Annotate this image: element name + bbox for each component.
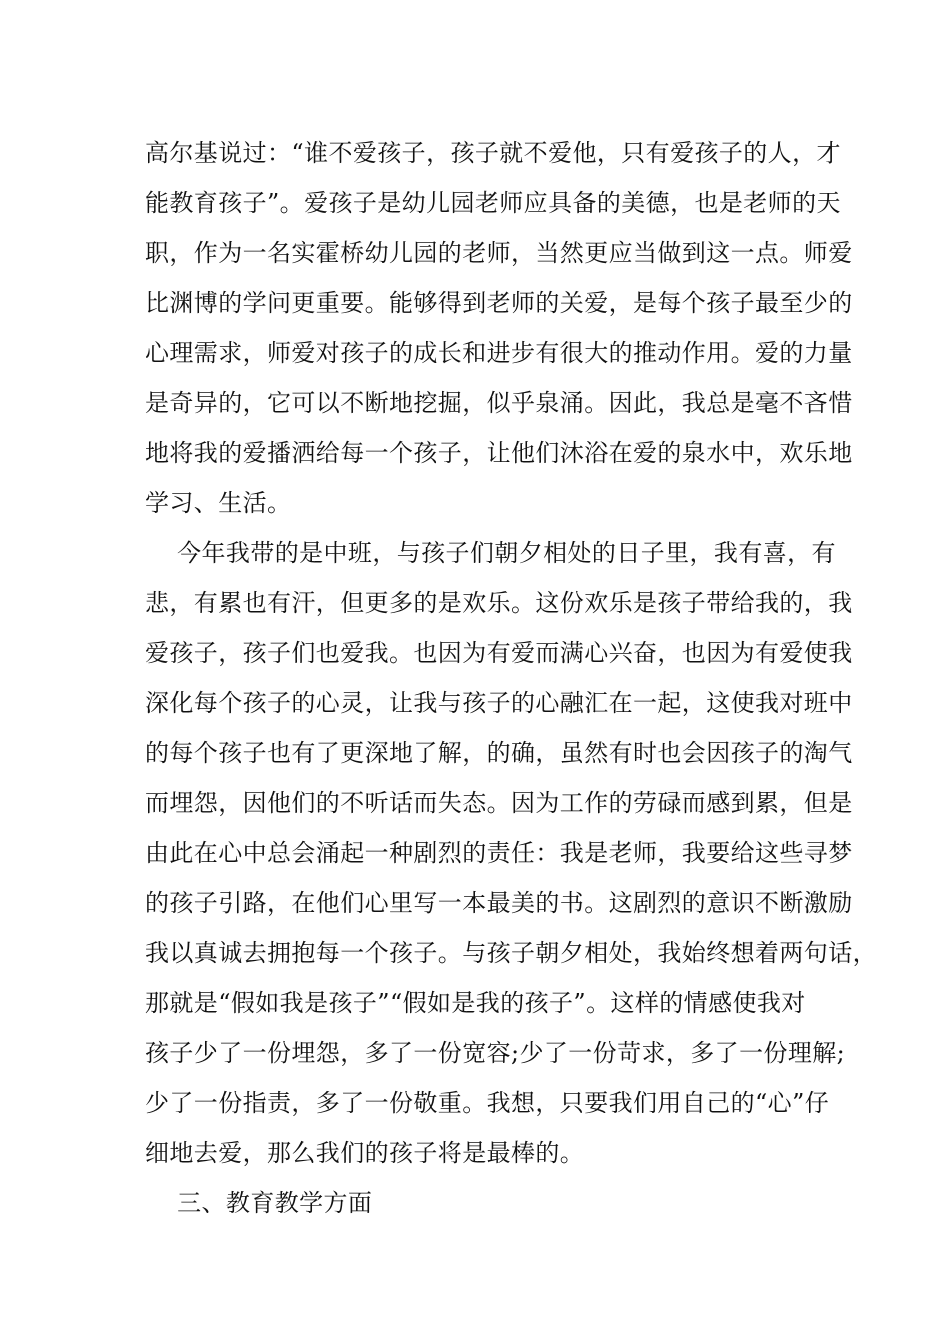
- text-line: 而埋怨，因他们的不听话而失态。因为工作的劳碌而感到累，但是: [145, 789, 853, 817]
- text-line: 比渊博的学问更重要。能够得到老师的关爱，是每个孩子最至少的: [145, 289, 853, 317]
- text-line: 的孩子引路，在他们心里写一本最美的书。这剧烈的意识不断激励: [145, 889, 853, 917]
- text-line: 爱孩子，孩子们也爱我。也因为有爱而满心兴奋，也因为有爱使我: [145, 639, 853, 667]
- text-line: 今年我带的是中班，与孩子们朝夕相处的日子里，我有喜，有: [145, 539, 836, 567]
- text-line: 由此在心中总会涌起一种剧烈的责任：我是老师，我要给这些寻梦: [145, 839, 853, 867]
- text-line: 悲，有累也有汗，但更多的是欢乐。这份欢乐是孩子带给我的，我: [145, 589, 853, 617]
- text-line: 少了一份指责，多了一份敬重。我想，只要我们用自己的“心”仔: [145, 1089, 830, 1117]
- text-line: 心理需求，师爱对孩子的成长和进步有很大的推动作用。爱的力量: [145, 339, 853, 367]
- text-line: 能教育孩子”。爱孩子是幼儿园老师应具备的美德，也是老师的天: [145, 189, 841, 217]
- text-line: 细地去爱，那么我们的孩子将是最棒的。: [145, 1139, 585, 1167]
- text-line: 那就是“假如我是孩子”“假如是我的孩子”。这样的情感使我对: [145, 989, 806, 1017]
- text-line: 学习、生活。: [145, 489, 292, 517]
- text-line: 地将我的爱播洒给每一个孩子，让他们沐浴在爱的泉水中，欢乐地: [145, 439, 853, 467]
- section-heading: 三、教育教学方面: [145, 1189, 373, 1217]
- text-line: 高尔基说过：“谁不爱孩子，孩子就不爱他，只有爱孩子的人，才: [145, 139, 841, 167]
- text-line: 的每个孩子也有了更深地了解，的确，虽然有时也会因孩子的淘气: [145, 739, 853, 767]
- text-line: 深化每个孩子的心灵，让我与孩子的心融汇在一起，这使我对班中: [145, 689, 853, 717]
- text-line: 职，作为一名实霍桥幼儿园的老师，当然更应当做到这一点。师爱: [145, 239, 853, 267]
- text-line: 孩子少了一份埋怨，多了一份宽容;少了一份苛求，多了一份理解;: [145, 1039, 846, 1067]
- text-line: 是奇异的，它可以不断地挖掘，似乎泉涌。因此，我总是毫不吝惜: [145, 389, 853, 417]
- text-line: 我以真诚去拥抱每一个孩子。与孩子朝夕相处，我始终想着两句话，: [145, 939, 877, 967]
